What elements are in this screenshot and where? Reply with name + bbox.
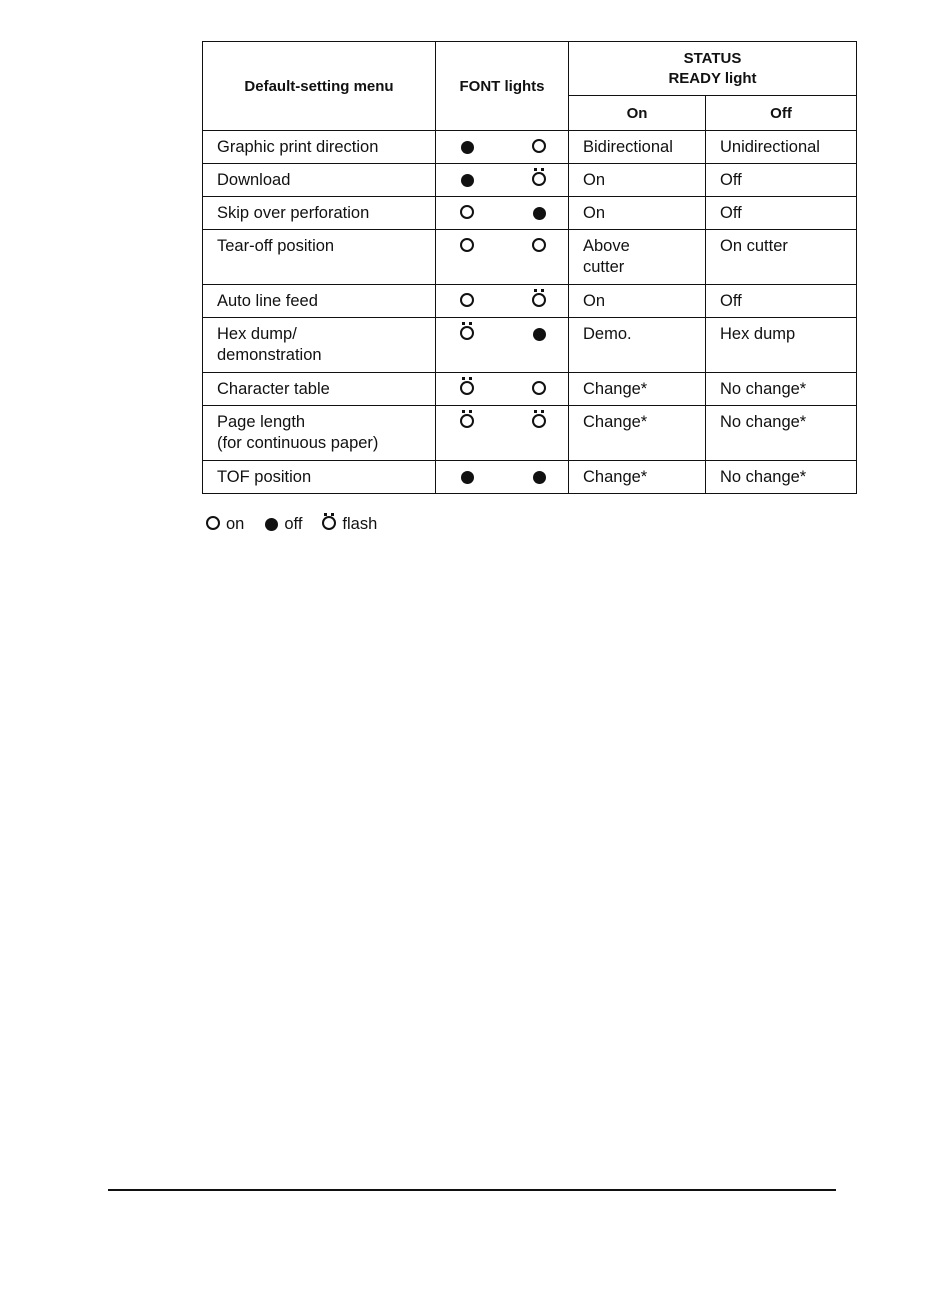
legend	[204, 515, 377, 534]
header-off: Off	[706, 96, 857, 131]
light-off-icon	[458, 467, 476, 488]
menu-label: Graphic print direction	[217, 138, 379, 156]
status-on-value-cell	[569, 131, 706, 164]
menu-label-cell	[203, 318, 436, 373]
table-row	[203, 406, 857, 461]
status-on-value-cell	[569, 285, 706, 318]
table-row	[203, 164, 857, 197]
status-off-value-cell	[706, 373, 857, 406]
status-off-value: Off	[720, 204, 742, 222]
status-off-value-cell	[706, 285, 857, 318]
table-row	[203, 318, 857, 373]
light-off-icon	[530, 203, 548, 224]
status-on-value: Change*	[583, 468, 648, 486]
status-off-value-cell	[706, 230, 857, 285]
footer-rule	[108, 1189, 836, 1191]
font-lights-cell	[436, 461, 569, 494]
status-on-value: On	[583, 292, 606, 310]
status-on-value-cell	[569, 197, 706, 230]
header-status-ready	[569, 42, 857, 96]
font-lights-cell	[436, 131, 569, 164]
light-flash-icon	[458, 412, 476, 433]
light-on-icon	[530, 379, 548, 400]
light-off-icon	[458, 137, 476, 158]
status-on-value-cell	[569, 318, 706, 373]
menu-label: Tear-off position	[217, 237, 335, 255]
status-off-value-cell	[706, 164, 857, 197]
status-off-value: Off	[720, 292, 742, 310]
light-flash-icon	[458, 379, 476, 400]
status-on-value: Change*	[583, 380, 648, 398]
font-lights-cell	[436, 197, 569, 230]
status-off-value: Unidirectional	[720, 138, 820, 156]
font-lights-cell	[436, 285, 569, 318]
menu-label-cell	[203, 197, 436, 230]
menu-label: Auto line feed	[217, 292, 318, 310]
legend-on-label: on	[226, 515, 245, 533]
light-on-icon	[530, 137, 548, 158]
light-off-icon	[262, 515, 280, 534]
status-off-value: Off	[720, 171, 742, 189]
status-on-value: Demo.	[583, 325, 632, 343]
status-off-value: No change*	[720, 413, 807, 431]
table-row	[203, 461, 857, 494]
legend-off-label: off	[284, 515, 303, 533]
light-off-icon	[458, 170, 476, 191]
menu-label: Download	[217, 171, 291, 189]
menu-label-cell	[203, 406, 436, 461]
light-on-icon	[530, 236, 548, 257]
menu-label-cell	[203, 461, 436, 494]
table-row	[203, 197, 857, 230]
light-off-icon	[530, 324, 548, 345]
light-flash-icon	[530, 291, 548, 312]
status-off-value: No change*	[720, 468, 807, 486]
default-setting-table	[202, 41, 857, 494]
status-off-value-cell	[706, 406, 857, 461]
menu-label-cell	[203, 131, 436, 164]
light-on-icon	[458, 203, 476, 224]
legend-flash-label: flash	[342, 515, 378, 533]
font-lights-cell	[436, 373, 569, 406]
light-off-icon	[530, 467, 548, 488]
header-font-lights: FONT lights	[436, 42, 569, 131]
status-off-value: No change*	[720, 380, 807, 398]
status-on-value-cell	[569, 461, 706, 494]
status-on-value: Change*	[583, 413, 648, 431]
menu-label: Hex dump/ demonstration	[217, 325, 322, 364]
header-ready-light: READY light	[668, 69, 757, 87]
legend-off	[262, 515, 302, 534]
menu-label: Character table	[217, 380, 330, 398]
status-on-value: On	[583, 171, 606, 189]
menu-label: Skip over perforation	[217, 204, 370, 222]
menu-label: Page length (for continuous paper)	[217, 413, 379, 452]
menu-label-cell	[203, 230, 436, 285]
status-off-value: Hex dump	[720, 325, 796, 343]
table-row	[203, 285, 857, 318]
font-lights-cell	[436, 318, 569, 373]
light-flash-icon	[320, 515, 338, 534]
menu-label-cell	[203, 164, 436, 197]
light-flash-icon	[530, 412, 548, 433]
status-off-value-cell	[706, 131, 857, 164]
legend-on	[204, 515, 244, 534]
light-on-icon	[204, 515, 222, 534]
status-on-value-cell	[569, 230, 706, 285]
table-row	[203, 373, 857, 406]
light-flash-icon	[530, 170, 548, 191]
light-on-icon	[458, 236, 476, 257]
status-on-value: Above cutter	[583, 237, 630, 276]
status-off-value-cell	[706, 318, 857, 373]
status-on-value: On	[583, 204, 606, 222]
status-off-value-cell	[706, 197, 857, 230]
status-on-value-cell	[569, 373, 706, 406]
header-menu: Default-setting menu	[203, 42, 436, 131]
table-row	[203, 131, 857, 164]
header-status: STATUS	[683, 49, 742, 67]
table-row	[203, 230, 857, 285]
menu-label: TOF position	[217, 468, 312, 486]
status-off-value: On cutter	[720, 237, 788, 255]
light-flash-icon	[458, 324, 476, 345]
light-on-icon	[458, 291, 476, 312]
legend-flash	[320, 515, 377, 534]
status-off-value-cell	[706, 461, 857, 494]
status-on-value-cell	[569, 406, 706, 461]
font-lights-cell	[436, 164, 569, 197]
font-lights-cell	[436, 230, 569, 285]
header-on: On	[569, 96, 706, 131]
font-lights-cell	[436, 406, 569, 461]
menu-label-cell	[203, 285, 436, 318]
status-on-value-cell	[569, 164, 706, 197]
status-on-value: Bidirectional	[583, 138, 673, 156]
menu-label-cell	[203, 373, 436, 406]
